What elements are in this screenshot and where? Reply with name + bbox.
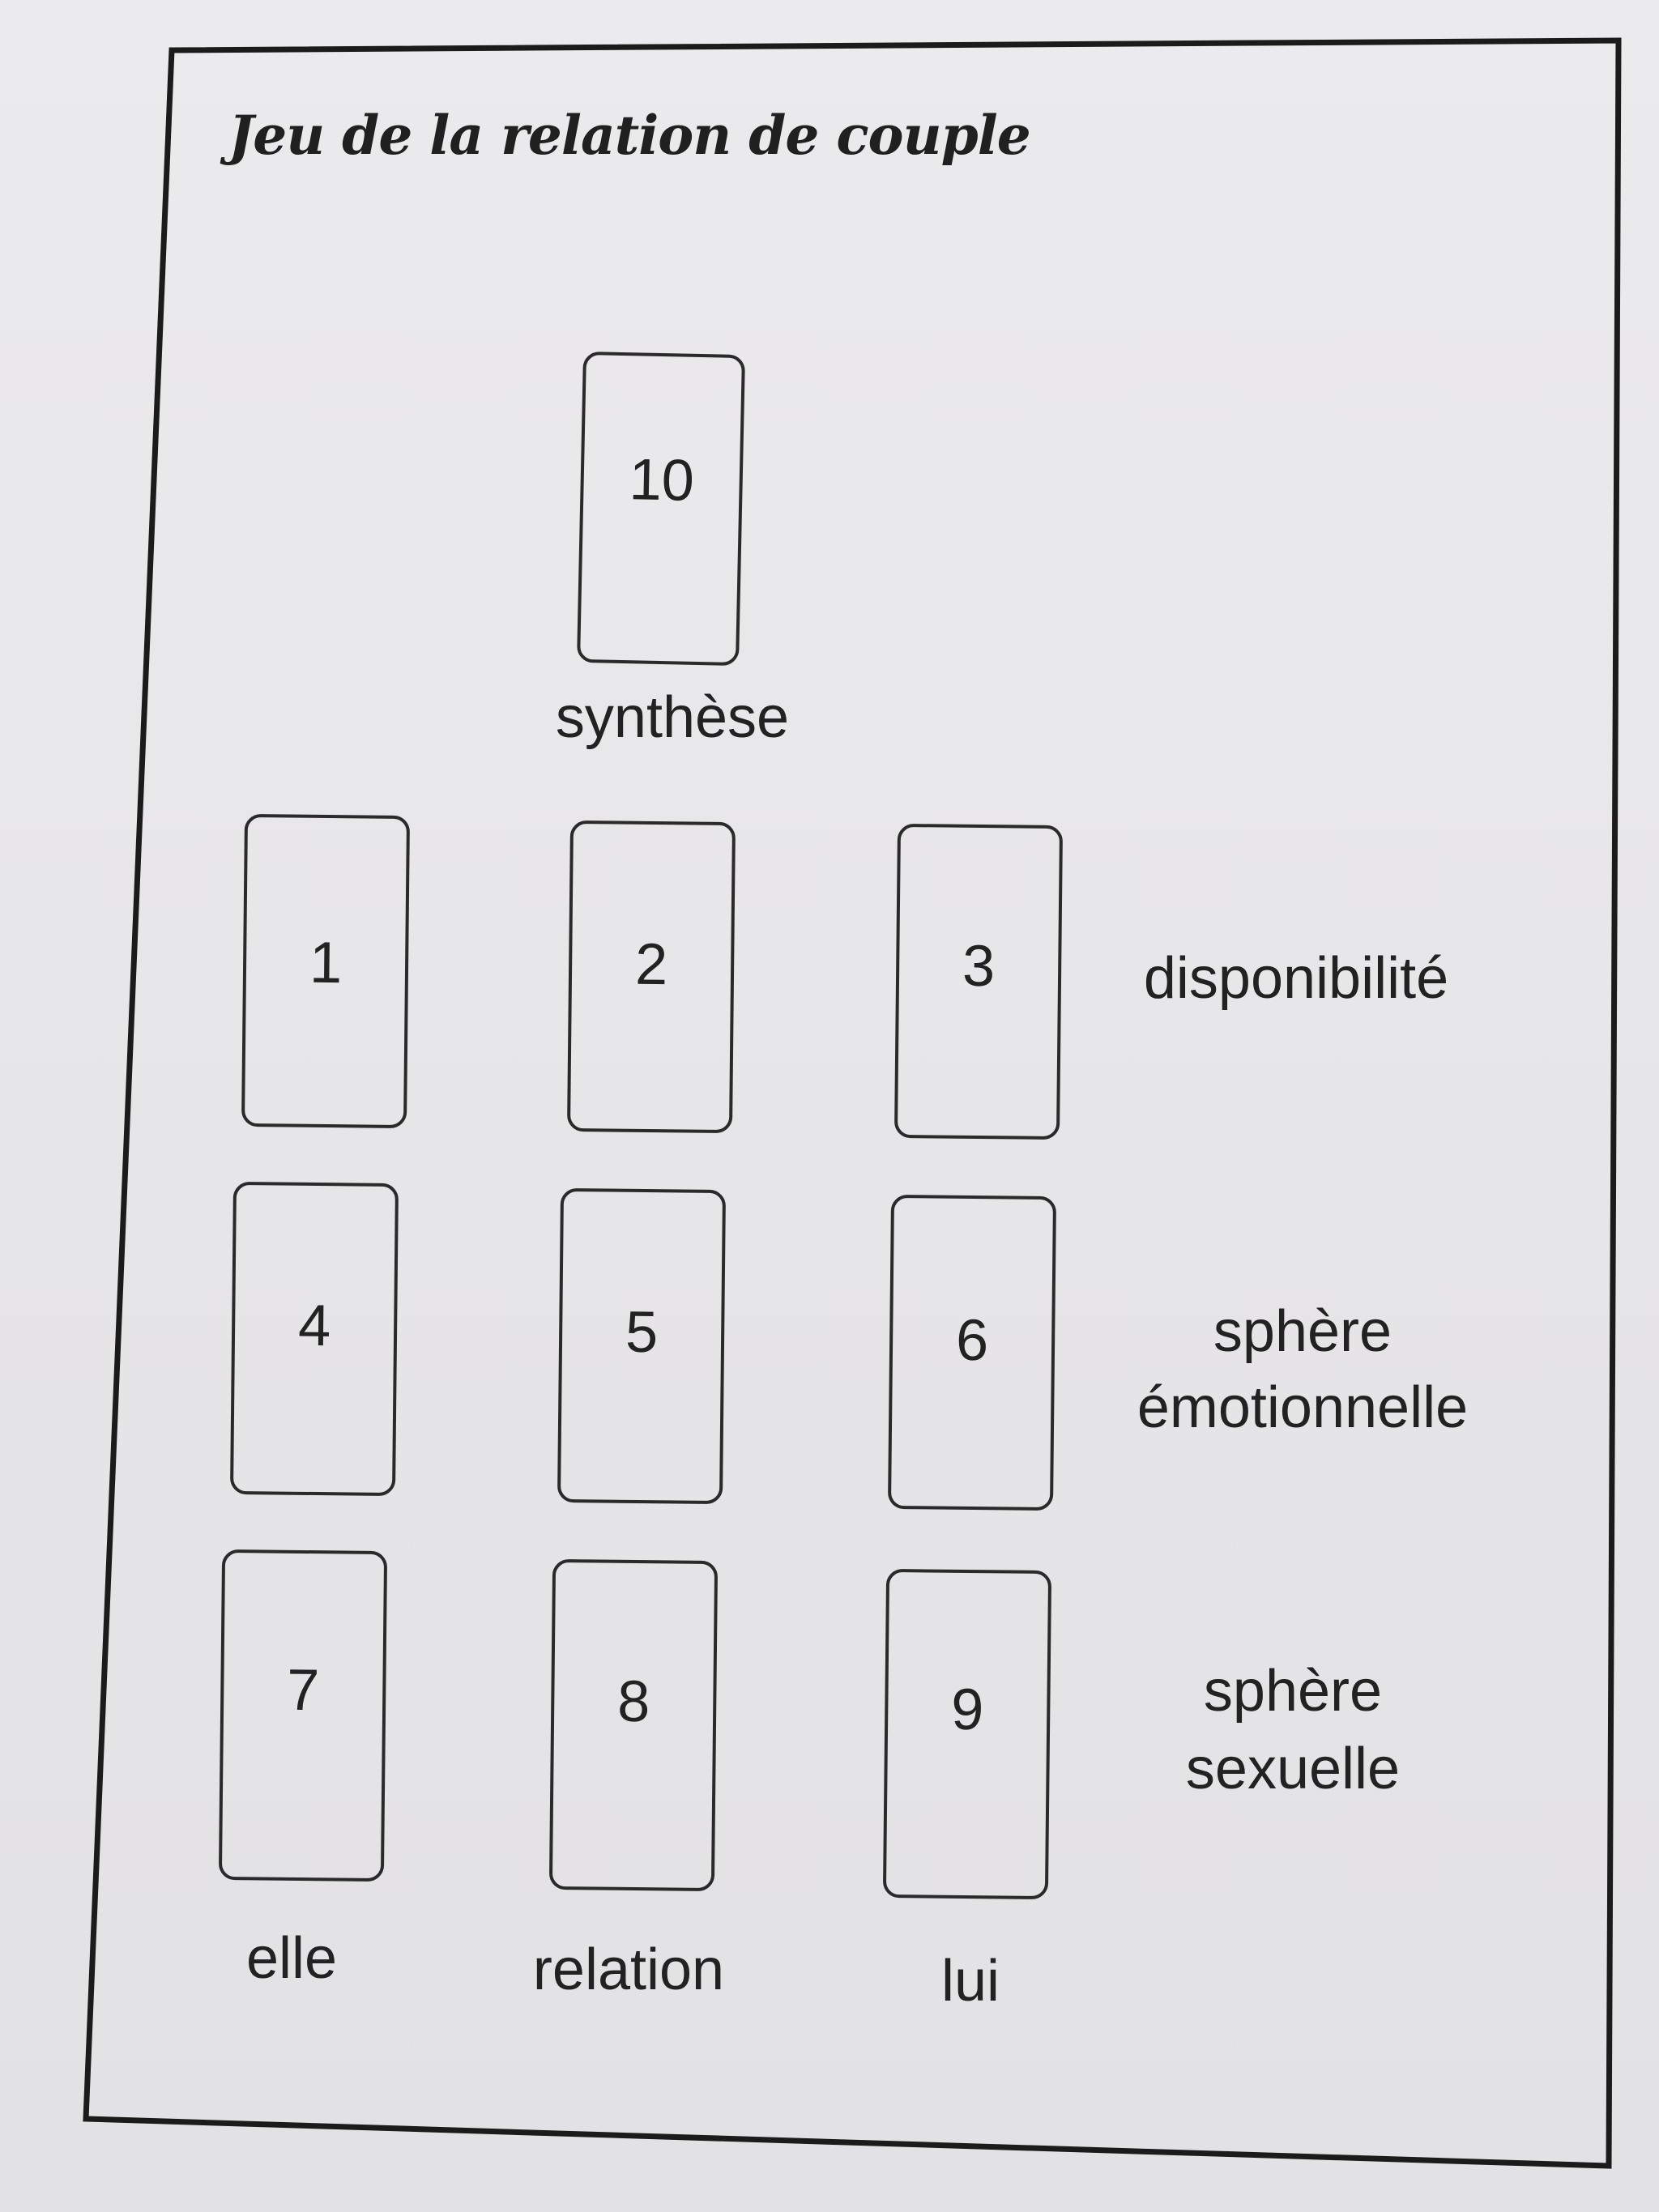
label-lui: lui <box>940 1949 1000 2014</box>
label-relation: relation <box>532 1937 725 2002</box>
label-sphere-emotionnelle-line1: sphère <box>1213 1299 1392 1364</box>
card-9 <box>883 1569 1051 1899</box>
card-number-10: 10 <box>628 447 695 514</box>
diagram-title: Jeu de la relation de couple <box>228 104 1030 167</box>
label-synthese: synthèse <box>555 685 790 750</box>
card-5 <box>557 1188 726 1504</box>
card-number-8: 8 <box>616 1669 650 1735</box>
card-3 <box>894 824 1063 1140</box>
card-number-7: 7 <box>286 1657 320 1724</box>
card-number-6: 6 <box>955 1307 989 1374</box>
card-2 <box>567 820 736 1133</box>
card-8 <box>549 1559 718 1891</box>
card-7 <box>219 1549 387 1882</box>
label-sphere-sexuelle-line1: sphère <box>1203 1659 1383 1724</box>
card-6 <box>888 1195 1056 1511</box>
card-number-2: 2 <box>634 931 668 998</box>
card-number-4: 4 <box>297 1293 331 1359</box>
card-4 <box>230 1182 399 1496</box>
label-sphere-emotionnelle-line2: émotionnelle <box>1137 1375 1469 1440</box>
card-number-1: 1 <box>309 930 343 996</box>
card-number-5: 5 <box>625 1299 659 1366</box>
label-elle: elle <box>245 1926 338 1991</box>
label-disponibilite: disponibilité <box>1143 946 1449 1011</box>
card-10 <box>577 352 745 666</box>
label-sphere-sexuelle-line2: sexuelle <box>1185 1737 1401 1801</box>
card-1 <box>241 814 410 1128</box>
card-number-3: 3 <box>962 933 996 999</box>
card-number-9: 9 <box>950 1677 984 1743</box>
